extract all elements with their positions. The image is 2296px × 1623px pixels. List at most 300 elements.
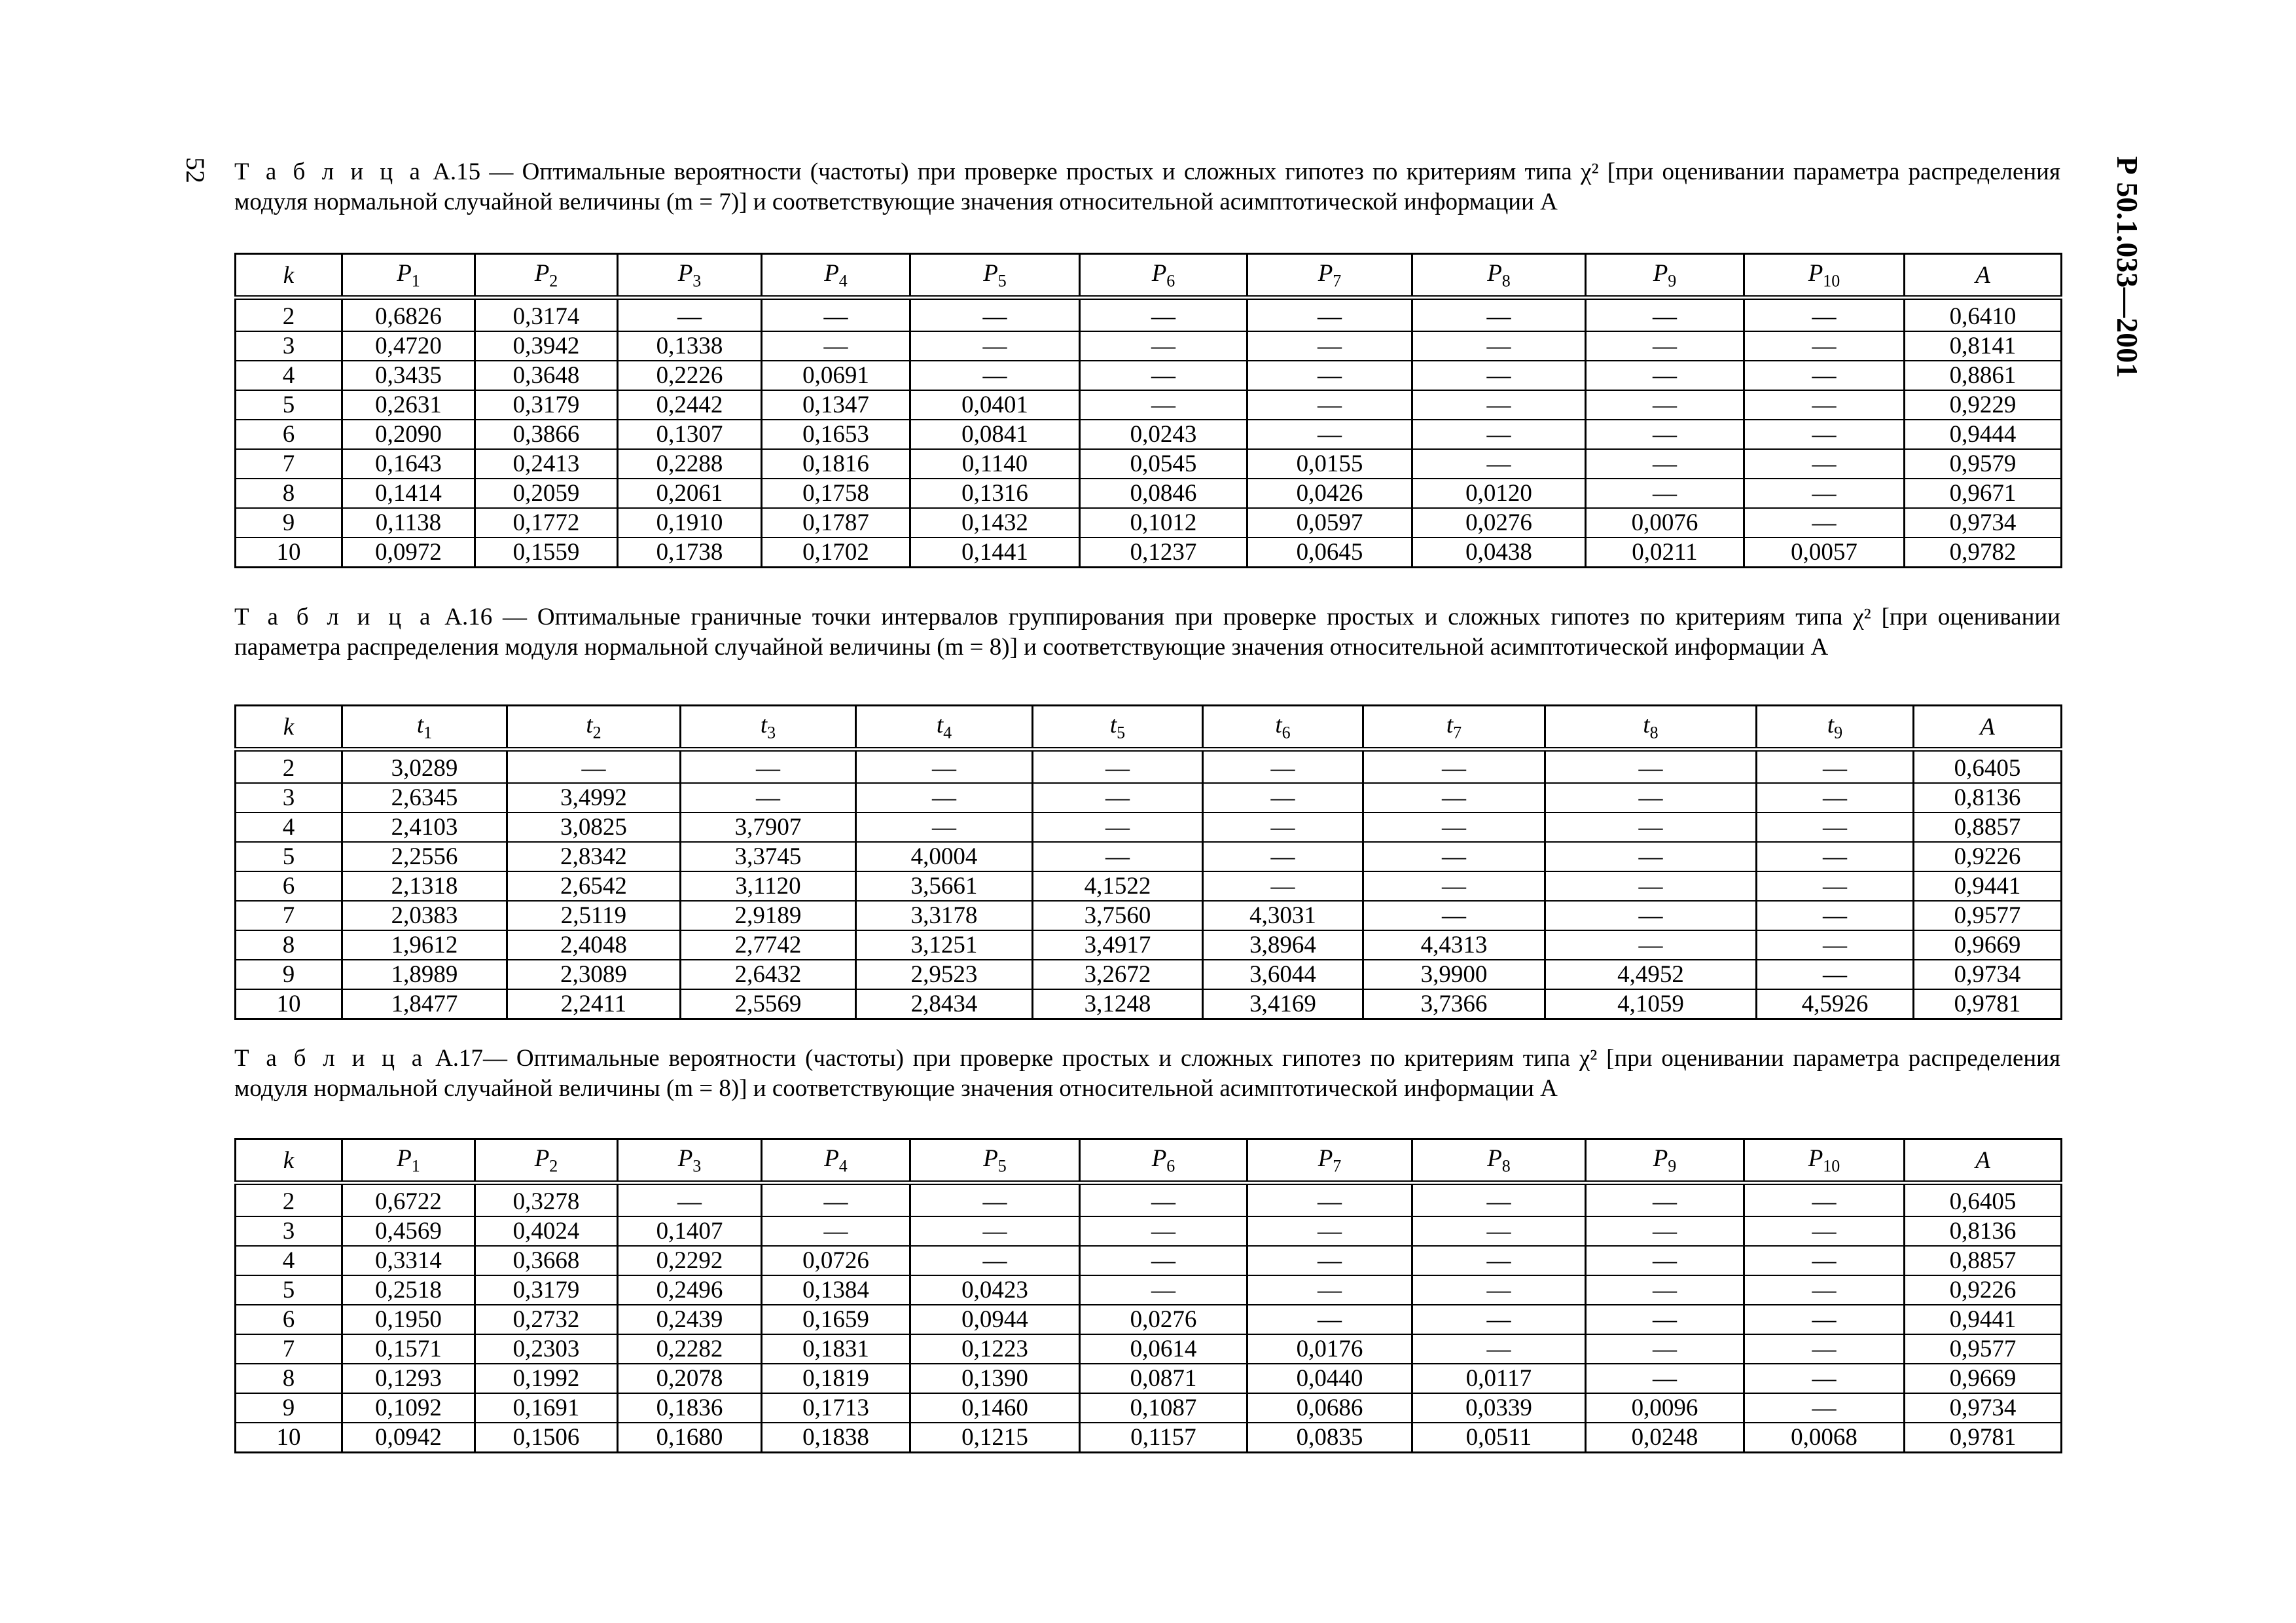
table-cell: 0,1816	[762, 449, 910, 479]
header-symbol: P	[677, 1144, 693, 1172]
header-symbol: P	[1487, 259, 1502, 287]
table-cell: 3,4992	[507, 783, 681, 812]
table-row	[236, 1246, 2062, 1275]
header-symbol: P	[534, 259, 550, 287]
column-header	[507, 706, 681, 750]
header-subscript: 6	[1282, 723, 1291, 742]
table-cell: —	[1247, 420, 1412, 449]
table-cell: 0,2061	[618, 479, 762, 508]
column-header	[1247, 1139, 1412, 1183]
header-symbol: t	[1643, 711, 1650, 739]
table-cell: 3,3178	[856, 901, 1033, 930]
table-cell: 0,1950	[342, 1305, 475, 1334]
table-cell: 2,1318	[342, 871, 507, 901]
table-cell: —	[1203, 871, 1363, 901]
header-symbol: t	[1446, 711, 1454, 739]
table-cell: 0,2496	[618, 1275, 762, 1305]
table-cell: —	[1080, 298, 1247, 332]
caption-label: Т а б л и ц а	[234, 604, 435, 630]
table-cell: —	[1363, 842, 1545, 871]
table-cell: 0,1992	[475, 1364, 618, 1393]
table-cell: 0,6410	[1905, 298, 2062, 332]
table-cell: 0,2732	[475, 1305, 618, 1334]
table-cell: 4	[236, 1246, 342, 1275]
table-cell: 0,1316	[910, 479, 1080, 508]
table-row	[236, 750, 2062, 784]
table-cell: 0,2090	[342, 420, 475, 449]
table-row	[236, 298, 2062, 332]
table-cell: 2,9523	[856, 960, 1033, 989]
table-cell: 3,0825	[507, 812, 681, 842]
table-cell: 0,1347	[762, 390, 910, 420]
table-cell: —	[1412, 331, 1586, 361]
table-cell: 0,2303	[475, 1334, 618, 1364]
table-cell: 0,0972	[342, 538, 475, 568]
table-cell: 3,7560	[1033, 901, 1203, 930]
table-cell: 2,6432	[681, 960, 856, 989]
table-cell: 0,1012	[1080, 508, 1247, 538]
table-cell: 6	[236, 1305, 342, 1334]
table-cell: 8	[236, 930, 342, 960]
column-header	[1905, 254, 2062, 298]
table-cell: 0,0211	[1586, 538, 1744, 568]
table-cell: —	[1757, 842, 1914, 871]
table-cell: 0,2288	[618, 449, 762, 479]
header-symbol: P	[1151, 259, 1167, 287]
table-cell: —	[1247, 331, 1412, 361]
table-cell: 2,7742	[681, 930, 856, 960]
table-cell: —	[1757, 960, 1914, 989]
table-cell: —	[1744, 479, 1905, 508]
table-cell: —	[762, 298, 910, 332]
column-header	[618, 254, 762, 298]
table-cell: 0,0726	[762, 1246, 910, 1275]
header-subscript: 2	[549, 1156, 558, 1176]
table-cell: 0,8136	[1914, 783, 2062, 812]
header-symbol: P	[534, 1144, 550, 1172]
table-cell: —	[1363, 901, 1545, 930]
table-cell: 0,0243	[1080, 420, 1247, 449]
table-cell: —	[1744, 390, 1905, 420]
column-header	[475, 254, 618, 298]
table-cell: 2,8434	[856, 989, 1033, 1019]
table-cell: 0,8857	[1914, 812, 2062, 842]
table-cell: 3,2672	[1033, 960, 1203, 989]
table-cell: 0,0440	[1247, 1364, 1412, 1393]
table-cell: 0,1441	[910, 538, 1080, 568]
table-cell: —	[1412, 420, 1586, 449]
column-header	[762, 1139, 910, 1183]
caption-text: А.16 — Оптимальные граничные точки интервалов группирования при проверке простых и сложных гипотез по критериям типа χ² [при оценивании параметра распределения модуля нормальной случайной величины (m = 8)] и соответствующие значения относительной асимптотической информации A	[234, 604, 2060, 661]
table-cell: 0,0597	[1247, 508, 1412, 538]
column-header	[762, 254, 910, 298]
table-cell: —	[1412, 390, 1586, 420]
table-cell: —	[1545, 930, 1757, 960]
table-cell: 0,1432	[910, 508, 1080, 538]
table-cell: —	[1412, 1305, 1586, 1334]
table-cell: 0,0120	[1412, 479, 1586, 508]
column-header	[1586, 1139, 1744, 1183]
table-cell: —	[762, 1183, 910, 1217]
table-cell: 2,3089	[507, 960, 681, 989]
table-cell: 0,9226	[1905, 1275, 2062, 1305]
table-cell: —	[1744, 298, 1905, 332]
header-subscript: 1	[411, 271, 420, 291]
header-subscript: 2	[592, 723, 601, 742]
header-subscript: 8	[1501, 1156, 1511, 1176]
table-row	[236, 1183, 2062, 1217]
table-cell: —	[910, 298, 1080, 332]
table-cell: 0,0686	[1247, 1393, 1412, 1423]
table-cell: —	[1203, 812, 1363, 842]
header-symbol: t	[760, 711, 768, 739]
column-header	[342, 254, 475, 298]
header-subscript: 10	[1823, 271, 1840, 291]
table-cell: 0,2282	[618, 1334, 762, 1364]
table-cell: 2	[236, 750, 342, 784]
table-cell: —	[618, 298, 762, 332]
table-cell: 0,3179	[475, 390, 618, 420]
table-cell: —	[1203, 750, 1363, 784]
table-cell: —	[1744, 1183, 1905, 1217]
table-cell: 3,1120	[681, 871, 856, 901]
table-cell: —	[1744, 1305, 1905, 1334]
table-cell: —	[1757, 930, 1914, 960]
table-cell: —	[856, 783, 1033, 812]
table-cell: 8	[236, 479, 342, 508]
header-subscript: 9	[1668, 271, 1677, 291]
table-cell: —	[1247, 298, 1412, 332]
table-cell: —	[1744, 508, 1905, 538]
table-row	[236, 989, 2062, 1019]
table-cell: —	[1586, 420, 1744, 449]
table-cell: —	[1586, 1305, 1744, 1334]
table-cell: 0,9781	[1905, 1423, 2062, 1453]
table-cell: 0,0276	[1080, 1305, 1247, 1334]
table-cell: —	[1080, 331, 1247, 361]
table-row	[236, 331, 2062, 361]
table-cell: 2,2556	[342, 842, 507, 871]
table-cell: 5	[236, 842, 342, 871]
table-row	[236, 1393, 2062, 1423]
header-subscript: 1	[411, 1156, 420, 1176]
table-cell: —	[1586, 449, 1744, 479]
table-cell: —	[910, 1183, 1080, 1217]
header-subscript: 1	[423, 723, 433, 742]
table-cell: —	[618, 1183, 762, 1217]
table-cell: 0,3278	[475, 1183, 618, 1217]
table-cell: 10	[236, 1423, 342, 1453]
table-cell: 2,6345	[342, 783, 507, 812]
table-cell: 3,5661	[856, 871, 1033, 901]
table-cell: 0,1390	[910, 1364, 1080, 1393]
header-subscript: 5	[997, 271, 1007, 291]
table-cell: —	[1586, 1246, 1744, 1275]
table-cell: —	[1412, 1216, 1586, 1246]
column-header	[618, 1139, 762, 1183]
table-row	[236, 1423, 2062, 1453]
table-cell: —	[1757, 783, 1914, 812]
table-cell: 3,4169	[1203, 989, 1363, 1019]
table-cell: 0,1138	[342, 508, 475, 538]
table-row	[236, 390, 2062, 420]
table-row	[236, 1364, 2062, 1393]
table-cell: 0,2518	[342, 1275, 475, 1305]
table-cell: 0,0614	[1080, 1334, 1247, 1364]
table-cell: —	[1744, 1364, 1905, 1393]
table-cell: 0,0096	[1586, 1393, 1744, 1423]
header-symbol: P	[1487, 1144, 1502, 1172]
column-header	[236, 254, 342, 298]
header-subscript: 5	[997, 1156, 1007, 1176]
column-header	[910, 1139, 1080, 1183]
table-cell: —	[1247, 1183, 1412, 1217]
header-subscript: 8	[1649, 723, 1659, 742]
header-symbol: P	[677, 259, 693, 287]
table-cell: 4,4313	[1363, 930, 1545, 960]
table-cell: —	[856, 750, 1033, 784]
table-cell: 0,9734	[1905, 508, 2062, 538]
header-subscript: 9	[1834, 723, 1843, 742]
table-cell: —	[1744, 1334, 1905, 1364]
header-symbol: A	[1975, 261, 1990, 289]
column-header	[475, 1139, 618, 1183]
table-cell: 0,0117	[1412, 1364, 1586, 1393]
header-subscript: 6	[1166, 271, 1175, 291]
table-cell: 4	[236, 812, 342, 842]
table-cell: 0,9669	[1914, 930, 2062, 960]
table-cell: —	[1744, 331, 1905, 361]
table-cell: 2,8342	[507, 842, 681, 871]
table-cell: 0,3648	[475, 361, 618, 390]
table-cell: —	[1586, 331, 1744, 361]
table-cell: 0,1838	[762, 1423, 910, 1453]
table-cell: 0,1460	[910, 1393, 1080, 1423]
table-cell: 0,1087	[1080, 1393, 1247, 1423]
table-cell: 0,0155	[1247, 449, 1412, 479]
table-cell: —	[1033, 842, 1203, 871]
table-cell: —	[910, 1246, 1080, 1275]
table-cell: 10	[236, 538, 342, 568]
table-cell: 0,9577	[1905, 1334, 2062, 1364]
table-cell: 0,1571	[342, 1334, 475, 1364]
header-subscript: 3	[692, 271, 702, 291]
table-cell: 1,8477	[342, 989, 507, 1019]
table-cell: 0,8857	[1905, 1246, 2062, 1275]
table-cell: —	[1080, 361, 1247, 390]
table-cell: 0,8136	[1905, 1216, 2062, 1246]
table-cell: 4,5926	[1757, 989, 1914, 1019]
column-header	[1757, 706, 1914, 750]
table-cell: 0,1414	[342, 479, 475, 508]
table-cell: 0,1738	[618, 538, 762, 568]
header-subscript: 6	[1166, 1156, 1175, 1176]
table-cell: 0,3435	[342, 361, 475, 390]
table-cell: 9	[236, 1393, 342, 1423]
table-cell: 3,8964	[1203, 930, 1363, 960]
table-cell: 0,1772	[475, 508, 618, 538]
table-cell: 0,1836	[618, 1393, 762, 1423]
table-row	[236, 901, 2062, 930]
caption-text: А.15 — Оптимальные вероятности (частоты) при проверке простых и сложных гипотез по критериям типа χ² [при оценивании параметра распределения модуля нормальной случайной величины (m = 7)] и соответствующие значения относительной асимптотической информации A	[234, 158, 2060, 215]
table-cell: 7	[236, 449, 342, 479]
table-cell: —	[1744, 449, 1905, 479]
table-row	[236, 960, 2062, 989]
header-row	[236, 254, 2062, 298]
table-row	[236, 361, 2062, 390]
table-cell: 0,9229	[1905, 390, 2062, 420]
column-header	[1247, 254, 1412, 298]
table-cell: 3,1248	[1033, 989, 1203, 1019]
table-cell: —	[1586, 1275, 1744, 1305]
header-symbol: k	[283, 713, 295, 740]
table-cell: —	[1080, 1183, 1247, 1217]
table-cell: 9	[236, 508, 342, 538]
header-subscript: 2	[549, 271, 558, 291]
table-cell: —	[681, 750, 856, 784]
table-cell: —	[1247, 1246, 1412, 1275]
header-row	[236, 1139, 2062, 1183]
table-cell: 0,0068	[1744, 1423, 1905, 1453]
header-symbol: k	[283, 1146, 295, 1174]
header-symbol: P	[1653, 1144, 1668, 1172]
table-cell: —	[1586, 1216, 1744, 1246]
table-cell: 0,8141	[1905, 331, 2062, 361]
table-cell: 0,0645	[1247, 538, 1412, 568]
table-cell: 8	[236, 1364, 342, 1393]
table-row	[236, 1216, 2062, 1246]
table-cell: —	[1545, 783, 1757, 812]
table-cell: 1,8989	[342, 960, 507, 989]
table-cell: 0,1819	[762, 1364, 910, 1393]
table-cell: 0,1910	[618, 508, 762, 538]
table-cell: 2,5569	[681, 989, 856, 1019]
table-cell: 5	[236, 1275, 342, 1305]
table-cell: 0,0835	[1247, 1423, 1412, 1453]
header-subscript: 4	[838, 1156, 848, 1176]
table-cell: 4,4952	[1545, 960, 1757, 989]
table-cell: 0,9441	[1914, 871, 2062, 901]
table-cell: —	[1080, 390, 1247, 420]
header-symbol: P	[983, 1144, 998, 1172]
table-cell: —	[1080, 1216, 1247, 1246]
column-header	[1744, 1139, 1905, 1183]
header-symbol: P	[824, 1144, 839, 1172]
table-cell: —	[1247, 1216, 1412, 1246]
table-row	[236, 930, 2062, 960]
column-header	[1033, 706, 1203, 750]
table-cell: —	[1247, 390, 1412, 420]
header-subscript: 3	[767, 723, 776, 742]
table-cell: 0,9577	[1914, 901, 2062, 930]
table-row	[236, 508, 2062, 538]
document-code: Р 50.1.033—2001	[2111, 156, 2144, 378]
table-row	[236, 1305, 2062, 1334]
table-cell: 0,0846	[1080, 479, 1247, 508]
table-cell: —	[1757, 901, 1914, 930]
table-cell: —	[1545, 812, 1757, 842]
table-cell: —	[1412, 449, 1586, 479]
table-cell: 0,4720	[342, 331, 475, 361]
table-cell: 0,0248	[1586, 1423, 1744, 1453]
table-a17	[234, 1138, 2062, 1453]
table-cell: 2	[236, 298, 342, 332]
column-header	[1080, 1139, 1247, 1183]
table-cell: 0,0545	[1080, 449, 1247, 479]
table-cell: 0,0057	[1744, 538, 1905, 568]
table-cell: 4,1522	[1033, 871, 1203, 901]
table-cell: 0,9579	[1905, 449, 2062, 479]
header-symbol: P	[1318, 259, 1333, 287]
table-cell: 3	[236, 331, 342, 361]
table-cell: 0,1787	[762, 508, 910, 538]
table-cell: —	[1586, 361, 1744, 390]
table-cell: 0,0511	[1412, 1423, 1586, 1453]
column-header	[342, 1139, 475, 1183]
header-symbol: t	[1827, 711, 1835, 739]
header-symbol: P	[1151, 1144, 1167, 1172]
header-subscript: 4	[943, 723, 952, 742]
table-cell: 7	[236, 1334, 342, 1364]
table-cell: —	[1412, 1275, 1586, 1305]
table-row	[236, 479, 2062, 508]
column-header	[236, 706, 342, 750]
table-cell: 1,9612	[342, 930, 507, 960]
header-subscript: 10	[1823, 1156, 1840, 1176]
table-cell: —	[1363, 783, 1545, 812]
table-cell: 0,9441	[1905, 1305, 2062, 1334]
table-cell: —	[1586, 1334, 1744, 1364]
table-cell: 0,6405	[1914, 750, 2062, 784]
table-row	[236, 1275, 2062, 1305]
table-cell: 0,9734	[1914, 960, 2062, 989]
table-cell: 2,0383	[342, 901, 507, 930]
table-cell: —	[1586, 1364, 1744, 1393]
header-symbol: t	[416, 711, 424, 739]
table-cell: 0,3314	[342, 1246, 475, 1275]
table-cell: 0,3866	[475, 420, 618, 449]
table-cell: 0,0176	[1247, 1334, 1412, 1364]
table-cell: —	[910, 1216, 1080, 1246]
table-cell: 7	[236, 901, 342, 930]
table-cell: 0,2292	[618, 1246, 762, 1275]
table-cell: 4	[236, 361, 342, 390]
table-cell: —	[681, 783, 856, 812]
table-row	[236, 420, 2062, 449]
table-cell: 0,3942	[475, 331, 618, 361]
table-cell: 0,6405	[1905, 1183, 2062, 1217]
table-cell: 0,2226	[618, 361, 762, 390]
table-cell: 0,9782	[1905, 538, 2062, 568]
table-row	[236, 1334, 2062, 1364]
header-symbol: P	[824, 259, 839, 287]
header-symbol: A	[1975, 1146, 1990, 1174]
column-header	[1363, 706, 1545, 750]
table-cell: 0,1680	[618, 1423, 762, 1453]
table-cell: 0,2413	[475, 449, 618, 479]
column-header	[910, 254, 1080, 298]
table-cell: 0,1702	[762, 538, 910, 568]
table-cell: 0,2631	[342, 390, 475, 420]
header-subscript: 7	[1333, 1156, 1342, 1176]
table-cell: —	[507, 750, 681, 784]
table-cell: 0,2442	[618, 390, 762, 420]
table-a16-caption	[234, 602, 2060, 663]
table-cell: 4,0004	[856, 842, 1033, 871]
table-cell: —	[1545, 842, 1757, 871]
table-cell: 0,1140	[910, 449, 1080, 479]
table-cell: 3	[236, 783, 342, 812]
